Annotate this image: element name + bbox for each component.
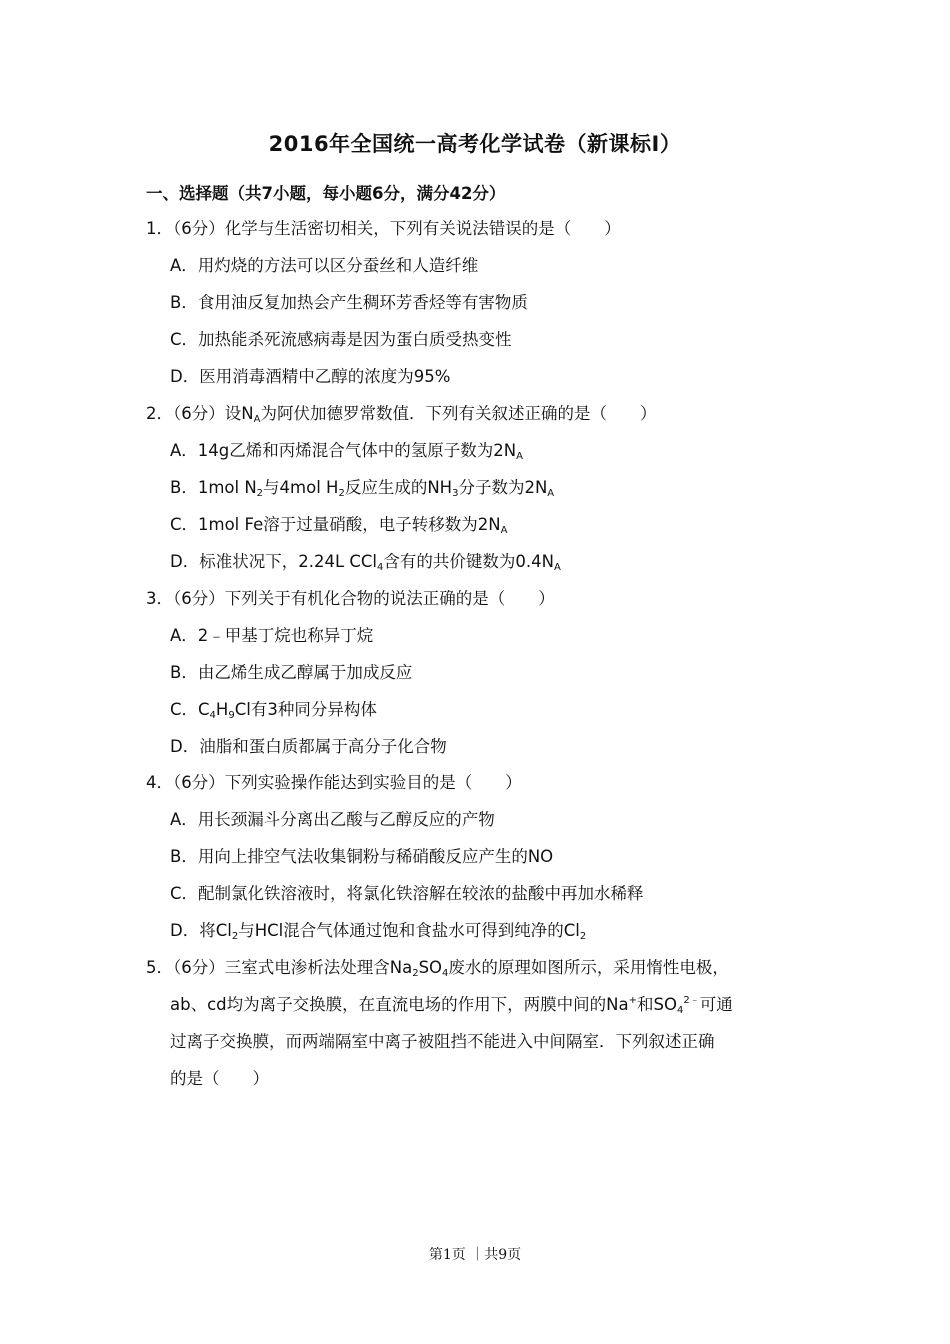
question-3-option-b: B．由乙烯生成乙醇属于加成反应: [170, 663, 413, 682]
question-5-stem-line-3: 过离子交换膜，而两端隔室中离子被阻挡不能进入中间隔室．下列叙述正确: [170, 1032, 715, 1051]
question-1-option-d: D．医用消毒酒精中乙醇的浓度为95%: [170, 367, 451, 386]
question-4-option-a: A．用长颈漏斗分离出乙酸与乙醇反应的产物: [170, 810, 495, 829]
question-2-stem: 2．（6分）设$N_A$为阿伏加德罗常数值．下列有关叙述正确的是（ ）: [146, 404, 657, 425]
question-2-option-d: D．标准状况下，2.24L CCl$_4$含有的共价键数为$0.4N_A$: [170, 552, 561, 573]
question-4-option-b: B．用向上排空气法收集铜粉与稀硝酸反应产生的NO: [170, 847, 554, 866]
question-4-option-c: C．配制氯化铁溶液时，将氯化铁溶解在较浓的盐酸中再加水稀释: [170, 884, 644, 903]
question-1-option-b: B．食用油反复加热会产生稠环芳香烃等有害物质: [170, 293, 528, 312]
question-4-stem: 4．（6分）下列实验操作能达到实验目的是（ ）: [146, 773, 522, 792]
question-3-option-d: D．油脂和蛋白质都属于高分子化合物: [170, 737, 447, 756]
question-5-stem-line-2: ab、cd均为离子交换膜，在直流电场的作用下，两膜中间的Na+和$SO_4^{2﹣}$可通: [170, 995, 733, 1016]
section-heading: 一、选择题（共7小题，每小题6分，满分42分）: [146, 184, 506, 203]
question-5-stem-line-4: 的是（ ）: [170, 1069, 269, 1088]
question-1-option-a: A．用灼烧的方法可以区分蚕丝和人造纤维: [170, 256, 479, 275]
question-1-option-c: C．加热能杀死流感病毒是因为蛋白质受热变性: [170, 330, 512, 349]
question-4-option-d: D．将$Cl_2$与HCl混合气体通过饱和食盐水可得到纯净的$Cl_2$: [170, 921, 587, 942]
question-3-option-c: C．$C_4H_9Cl$有3种同分异构体: [170, 700, 377, 721]
question-5-stem-line-1: 5．（6分）三室式电渗析法处理含$Na_2SO_4$废水的原理如图所示，采用惰性电极，: [146, 958, 729, 979]
question-2-option-c: C．1mol Fe溶于过量硝酸，电子转移数为$2N_A$: [170, 515, 508, 536]
question-3-stem: 3．（6分）下列关于有机化合物的说法正确的是（ ）: [146, 589, 555, 608]
question-2-option-b: B．1mol $N_2$与4mol $H_2$反应生成的$NH_3$分子数为$2N_A$: [170, 478, 555, 499]
page-footer: 第1页 ｜共9页: [428, 1247, 522, 1263]
document-title: 2016年全国统一高考化学试卷（新课标Ⅰ）: [268, 132, 682, 156]
question-3-option-a: A．2﹣甲基丁烷也称异丁烷: [170, 626, 374, 645]
question-2-option-a: A．14g乙烯和丙烯混合气体中的氢原子数为$2N_A$: [170, 441, 523, 462]
question-1-stem: 1．（6分）化学与生活密切相关，下列有关说法错误的是（ ）: [146, 219, 621, 238]
